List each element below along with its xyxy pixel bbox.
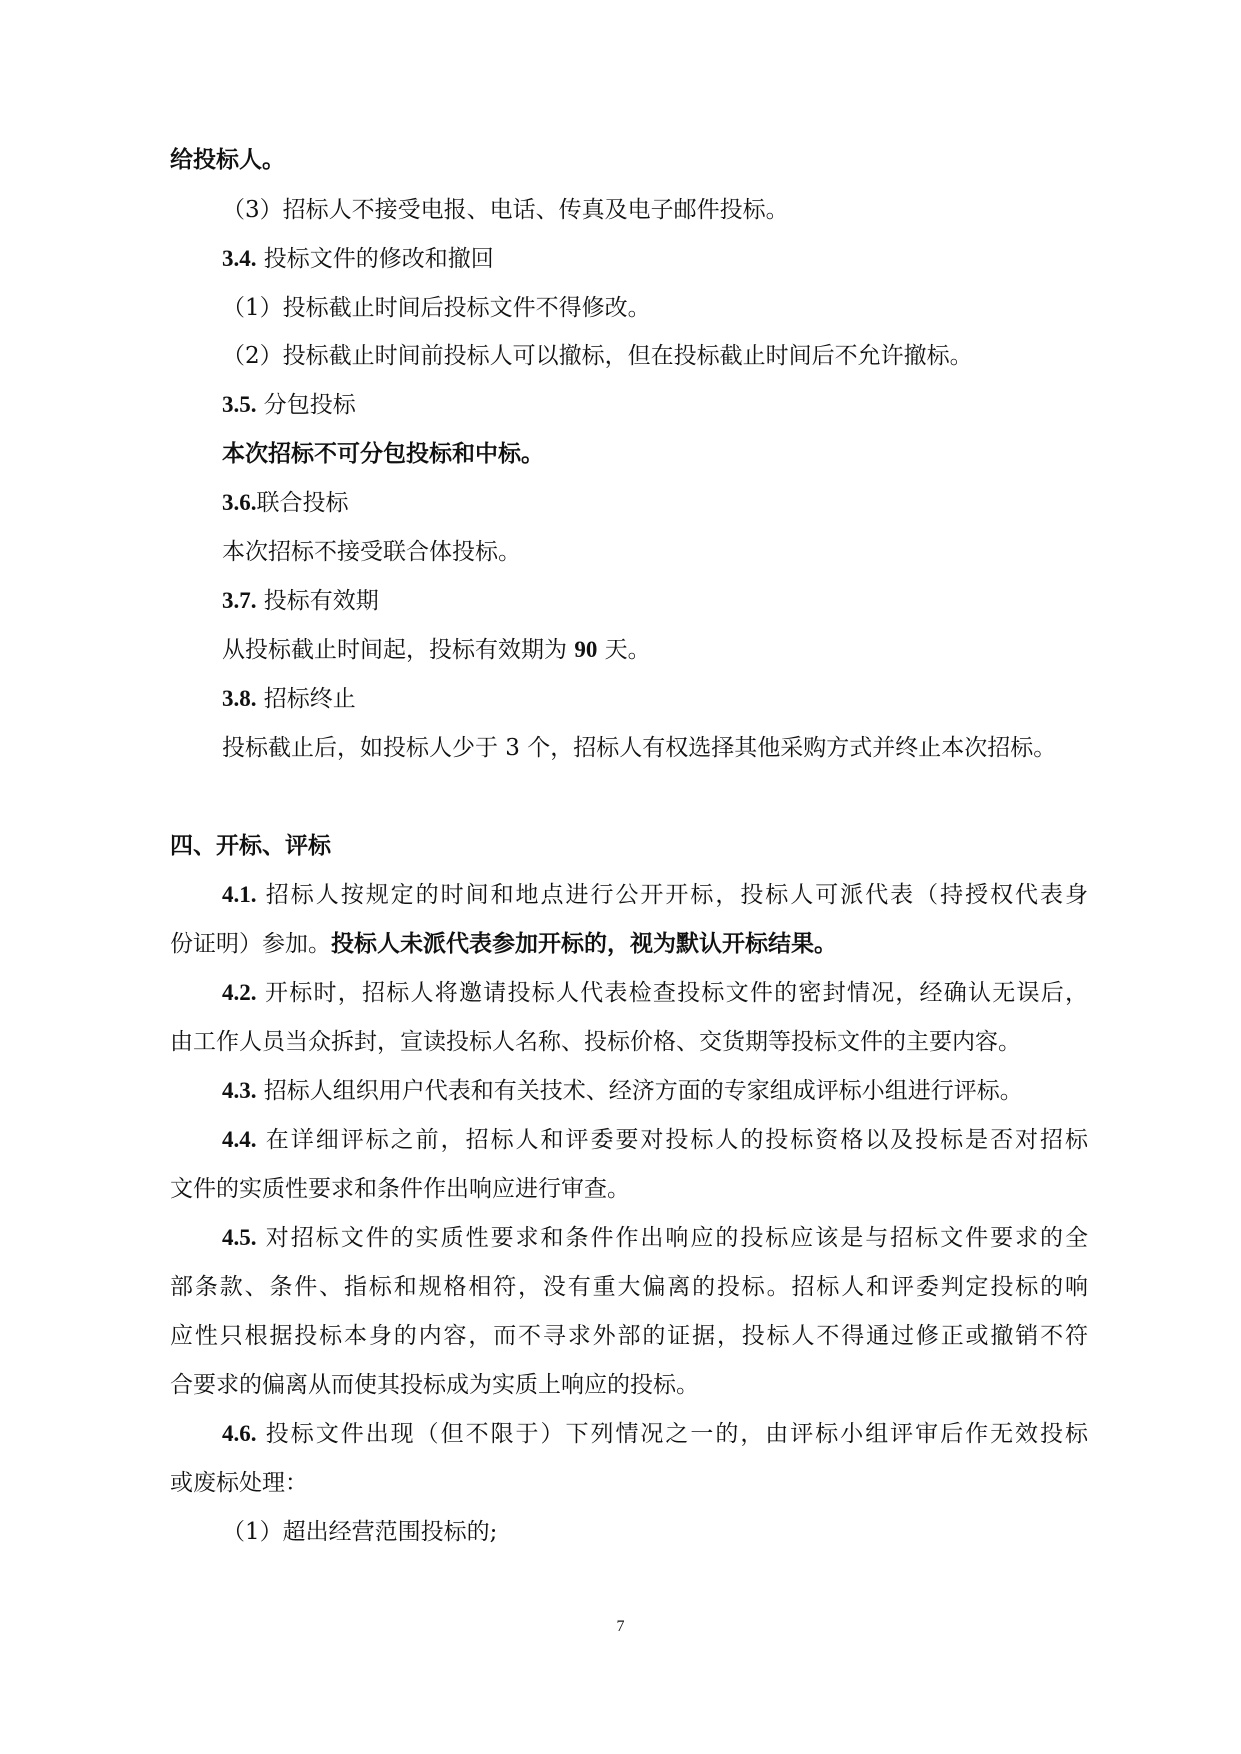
paragraph-line <box>170 928 837 960</box>
text-segment: 份证明）参加。 <box>170 931 331 957</box>
section-title: 招标终止 <box>256 686 356 712</box>
text-line <box>222 634 651 666</box>
text-segment: 投标人未派代表参加开标的，视为默认开标结果。 <box>331 931 837 957</box>
section-number: 3.4. <box>222 246 257 271</box>
section-number: 4.1. <box>222 882 257 907</box>
section-number: 3.8. <box>222 686 257 711</box>
page-number: 7 <box>616 1618 625 1635</box>
text-segment: 开标时，招标人将邀请投标人代表检查投标文件的密封情况，经确认无误后， <box>256 980 1088 1006</box>
text-line: （3）招标人不接受电报、电话、传真及电子邮件投标。 <box>222 197 789 223</box>
section-heading <box>222 683 356 715</box>
text-line: （1）投标截止时间后投标文件不得修改。 <box>222 295 651 321</box>
text-segment: 投标文件出现（但不限于）下列情况之一的，由评标小组评审后作无效投标 <box>256 1421 1088 1447</box>
section-number: 4.6. <box>222 1421 257 1446</box>
text-segment: 招标人组织用户代表和有关技术、经济方面的专家组成评标小组进行评标。 <box>256 1078 1023 1104</box>
paragraph-line: 或废标处理： <box>170 1470 308 1496</box>
text-segment: 从投标截止时间起，投标有效期为 <box>222 637 575 663</box>
text-line: （2）投标截止时间前投标人可以撤标，但在投标截止时间后不允许撤标。 <box>222 343 973 369</box>
paragraph-line: 文件的实质性要求和条件作出响应进行审查。 <box>170 1176 630 1202</box>
section-heading <box>222 243 494 275</box>
text-segment: 90 <box>574 637 598 662</box>
section-number: 4.3. <box>222 1078 257 1103</box>
section-number: 3.5. <box>222 392 257 417</box>
section-heading <box>222 487 349 519</box>
paragraph-line <box>222 879 1088 911</box>
section-number: 4.5. <box>222 1225 257 1250</box>
chapter-heading: 四、开标、评标 <box>170 833 331 859</box>
section-title: 投标文件的修改和撤回 <box>256 246 494 272</box>
text-line: 投标截止后，如投标人少于 3 个，招标人有权选择其他采购方式并终止本次招标。 <box>222 735 1057 761</box>
text-line: 给投标人。 <box>170 147 285 173</box>
text-segment: 在详细评标之前，招标人和评委要对投标人的投标资格以及投标是否对招标 <box>256 1127 1088 1153</box>
paragraph-line: 部条款、条件、指标和规格相符，没有重大偏离的投标。招标人和评委判定投标的响 <box>170 1274 1088 1300</box>
text-segment: 天。 <box>597 637 651 663</box>
paragraph-line <box>222 1124 1088 1156</box>
paragraph-line: 应性只根据投标本身的内容，而不寻求外部的证据，投标人不得通过修正或撤销不符 <box>170 1323 1088 1349</box>
section-number: 4.4. <box>222 1127 257 1152</box>
paragraph-line <box>222 1075 1023 1107</box>
section-heading <box>222 585 379 617</box>
paragraph-line: 合要求的偏离从而使其投标成为实质上响应的投标。 <box>170 1372 699 1398</box>
paragraph-line <box>222 1418 1088 1450</box>
section-number: 4.2. <box>222 980 257 1005</box>
paragraph-line <box>222 1222 1088 1254</box>
text-segment: 对招标文件的实质性要求和条件作出响应的投标应该是与招标文件要求的全 <box>256 1225 1088 1251</box>
section-number: 3.6. <box>222 490 257 515</box>
text-line: 本次招标不可分包投标和中标。 <box>222 441 544 467</box>
text-segment: 招标人按规定的时间和地点进行公开开标，投标人可派代表（持授权代表身 <box>256 882 1088 908</box>
paragraph-line <box>222 977 1088 1009</box>
section-number: 3.7. <box>222 588 257 613</box>
section-title: 分包投标 <box>256 392 356 418</box>
text-line: 本次招标不接受联合体投标。 <box>222 539 521 565</box>
list-item: （1）超出经营范围投标的; <box>222 1519 498 1545</box>
section-title: 投标有效期 <box>256 588 379 614</box>
section-title: 联合投标 <box>256 490 349 516</box>
paragraph-line: 由工作人员当众拆封，宣读投标人名称、投标价格、交货期等投标文件的主要内容。 <box>170 1029 1021 1055</box>
section-heading <box>222 389 356 421</box>
